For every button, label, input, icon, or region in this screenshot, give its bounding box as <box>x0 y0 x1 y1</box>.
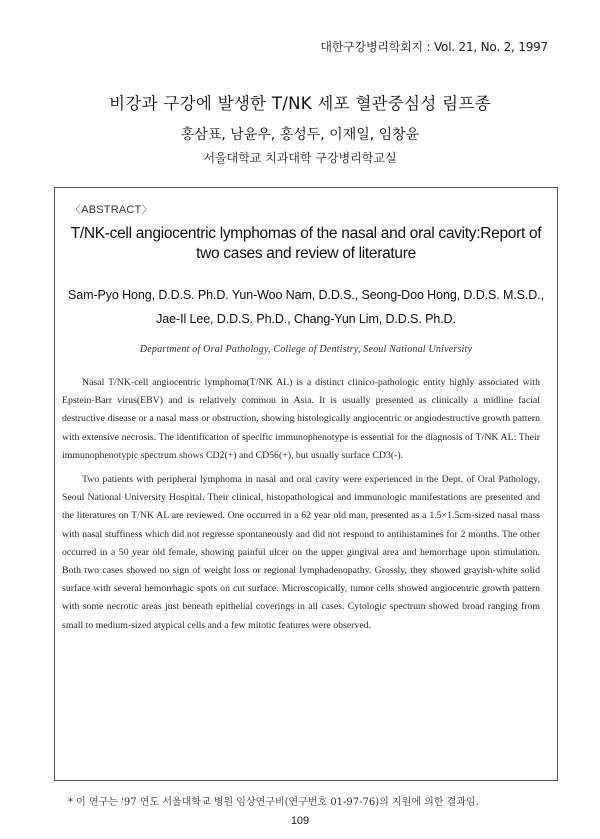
english-affiliation: Department of Oral Pathology, College of Dentistry, Seoul National University <box>139 344 473 355</box>
korean-affiliation: 서울대학교 치과대학 구강병리학교실 <box>203 151 397 165</box>
korean-authors: 홍삼표, 남윤우, 홍성두, 이재일, 임창윤 <box>180 127 420 143</box>
english-authors <box>62 283 550 331</box>
korean-title: 비강과 구강에 발생한 T/NK 세포 혈관중심성 림프종 <box>109 94 491 113</box>
abstract-label: 〈ABSTRACT〉 <box>70 204 153 216</box>
english-authors-line-2: Jae-Il Lee, D.D.S. Ph.D., Chang-Yun Lim, D.D.S. Ph.D. <box>156 312 456 326</box>
abstract-body <box>62 374 540 635</box>
english-title: T/NK-cell angiocentric lymphomas of the nasal and oral cavity:Report of two cases and review of literature <box>70 225 542 262</box>
footnote: * 이 연구는 '97 연도 서울대학교 병원 임상연구비(연구번호 01-97-76)의 지원에 의한 결과임. <box>68 797 479 808</box>
abstract-paragraph-1: Nasal T/NK-cell angiocentric lymphoma(T/NK AL) is a distinct clinico-pathologic entity highly associated with Epstein-Barr virus(EBV) and is relatively common in Asia. It is usually presented as clinically a midline facial destructive disease or a nasal mass or obstruction, showing histologically angiocentric or angiodestructive growth pattern with extensive necrosis. The identification of specific immunophenotype is essential for the diagnosis of T/NK AL: Their immunophenotypic spectrum shows CD2(+) and CD56(+), but usually surface CD3(-). <box>62 377 540 461</box>
page-number: 109 <box>290 815 310 827</box>
abstract-paragraph-2: Two patients with peripheral lymphoma in nasal and oral cavity were experienced in the Dept. of Oral Pathology, Seoul National University Hospital. Their clinical, histopathological and immunologic manifestations are presented and the literatures on T/NK AL are reviewed. One occurred in a 62 year old man, presented as a 1.5×1.5cm-sized nasal mass with nasal stuffiness which did not regresse spontaneously and did not respond to antihistamines for 2 months. The other occurred in a 50 year old female, showing painful ulcer on the upper gingival area and hemorrhage upon stimulation. Both two cases showed no sign of weight loss or regional lymphadenopathy. Grossly, they showed grayish-white solid surface with several hemorrhagic spots on cut surface. Microscopically, tumor cells showed angiocentric growth pattern with some necrotic areas just beneath epithelial coverings in all cases. Cytologic spectrum showed broad ranging from small to medium-sized atypical cells and a few mitotic features were observed. <box>62 474 540 631</box>
journal-header: 대한구강병리학회지 : Vol. 21, No. 2, 1997 <box>320 40 548 54</box>
english-authors-line-1: Sam-Pyo Hong, D.D.S. Ph.D. Yun-Woo Nam, D.D.S., Seong-Doo Hong, D.D.S. M.S.D., <box>68 288 544 302</box>
